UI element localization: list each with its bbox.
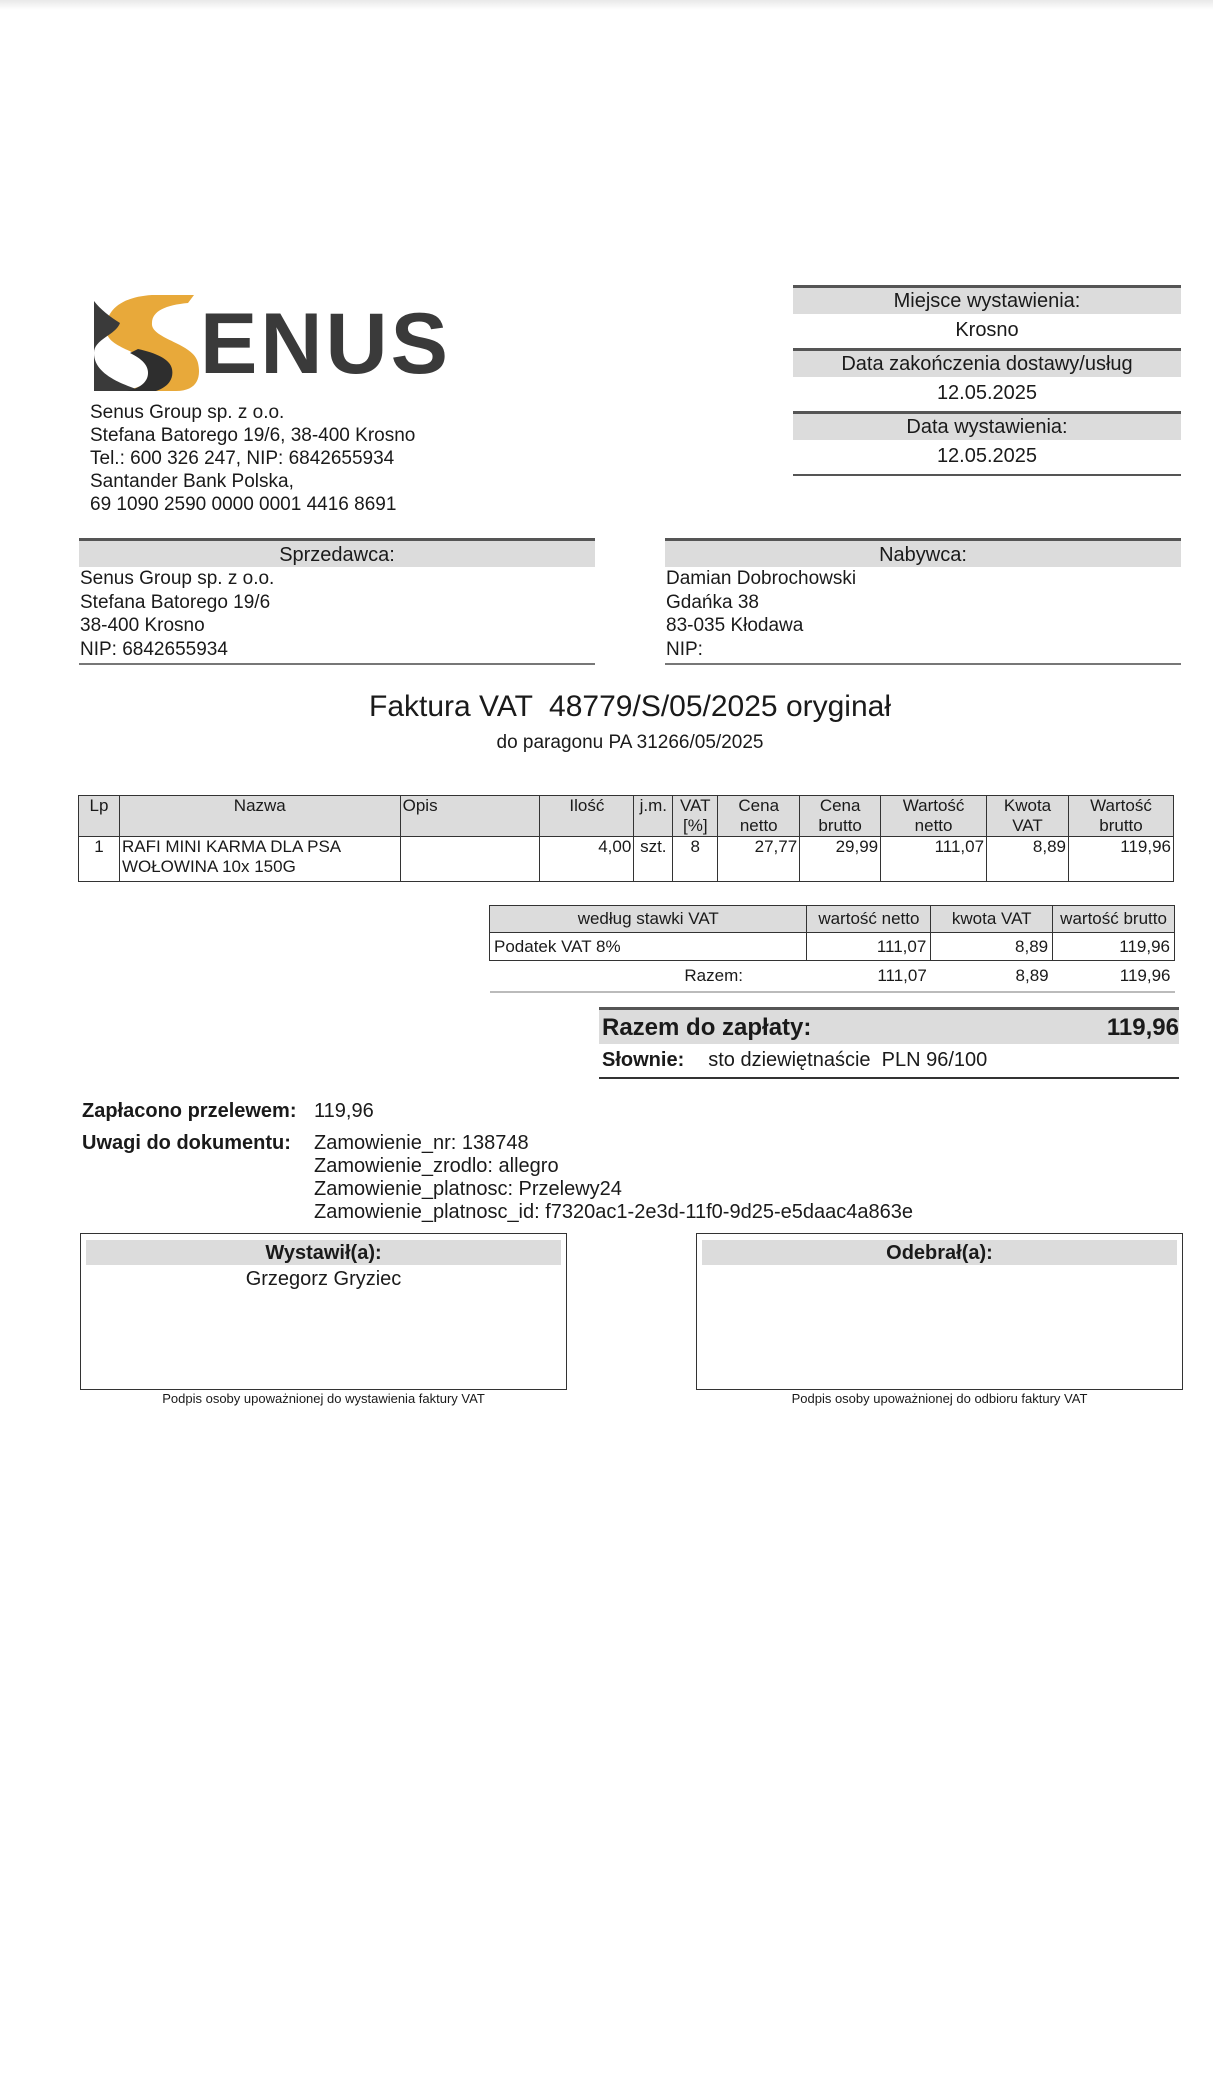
remark-line: Zamowienie_zrodlo: allegro — [314, 1155, 559, 1177]
col-qty: Ilość — [540, 796, 634, 837]
receiver-signature-box — [696, 1233, 1183, 1390]
buyer-heading: Nabywca: — [665, 538, 1181, 567]
seller-line: 38-400 Krosno — [80, 615, 205, 636]
vat-amount: 8,89 — [931, 933, 1053, 961]
item-name: RAFI MINI KARMA DLA PSA WOŁOWINA 10x 150G — [119, 837, 400, 882]
remark-line: Zamowienie_platnosc: Przelewy24 — [314, 1178, 622, 1200]
company-header-line: 69 1090 2590 0000 0001 4416 8691 — [90, 494, 397, 515]
seller-line: NIP: 6842655934 — [80, 638, 228, 660]
notes-block — [82, 1100, 913, 1224]
issuer-name: Grzegorz Gryziec — [245, 1268, 402, 1290]
vat-total-label: Razem: — [490, 961, 807, 993]
buyer-line: 83-035 Kłodawa — [666, 615, 804, 636]
place-value: Krosno — [955, 319, 1019, 341]
company-header-line: Santander Bank Polska, — [90, 471, 294, 492]
col-net-value: Wartość netto — [881, 796, 987, 837]
invoice-info-box — [793, 285, 1181, 476]
remark-line: Zamowienie_nr: 138748 — [314, 1132, 529, 1154]
to-pay-label: Razem do zapłaty: — [602, 1014, 812, 1041]
table-row — [79, 837, 1174, 882]
item-unit: szt. — [634, 837, 673, 882]
vat-net: 111,07 — [807, 933, 931, 961]
buyer-block — [665, 538, 1181, 665]
delivery-date-value: 12.05.2025 — [936, 382, 1038, 404]
col-name: Nazwa — [119, 796, 400, 837]
col-vat: VAT [%] — [673, 796, 718, 837]
company-header-line: Senus Group sp. z o.o. — [90, 402, 285, 423]
items-table — [78, 795, 1174, 882]
item-vat: 8 — [673, 837, 718, 882]
logo-wordmark: ENUS — [200, 296, 451, 392]
col-lp: Lp — [79, 796, 120, 837]
paid-value: 119,96 — [314, 1100, 374, 1122]
col-desc: Opis — [400, 796, 540, 837]
issuer-signature-box — [80, 1233, 567, 1390]
info-divider — [793, 474, 1181, 476]
buyer-divider — [665, 663, 1181, 665]
items-header-row — [79, 796, 1174, 837]
issuer-label: Wystawił(a): — [86, 1240, 561, 1265]
to-pay-bar — [599, 1007, 1179, 1044]
remarks-row — [82, 1132, 913, 1224]
company-logo — [90, 293, 451, 393]
vat-summary-table — [489, 905, 1175, 993]
words-value: sto dziewiętnaście PLN 96/100 — [708, 1049, 988, 1071]
remark-line: Zamowienie_platnosc_id: f7320ac1-2e3d-11f0-9d25-e5daac4a863e — [314, 1201, 913, 1223]
receiver-caption: Podpis osoby upoważnionej do odbioru faktury VAT — [791, 1391, 1088, 1406]
vat-total-net: 111,07 — [807, 961, 931, 993]
vat-header-row — [490, 906, 1175, 933]
company-header — [90, 401, 415, 516]
col-vat-amount: Kwota VAT — [987, 796, 1069, 837]
senus-s-logo-icon — [90, 293, 200, 393]
item-vat-amount: 8,89 — [987, 837, 1069, 882]
item-desc — [400, 837, 540, 882]
delivery-date-label: Data zakończenia dostawy/usług — [793, 348, 1181, 377]
item-gross-price: 29,99 — [800, 837, 881, 882]
issue-date-label: Data wystawienia: — [793, 411, 1181, 440]
col-unit: j.m. — [634, 796, 673, 837]
seller-line: Stefana Batorego 19/6 — [80, 591, 271, 613]
company-header-line: Tel.: 600 326 247, NIP: 6842655934 — [90, 448, 395, 469]
issue-date-value: 12.05.2025 — [936, 445, 1038, 467]
seller-divider — [79, 663, 595, 665]
issuer-caption: Podpis osoby upoważnionej do wystawienia faktury VAT — [162, 1391, 485, 1406]
buyer-line: Gdańka 38 — [666, 591, 759, 613]
remarks-label: Uwagi do dokumentu: — [82, 1132, 291, 1154]
vat-total-row — [490, 961, 1175, 993]
paid-row — [82, 1100, 913, 1123]
paid-label: Zapłacono przelewem: — [82, 1100, 297, 1122]
place-label: Miejsce wystawienia: — [793, 285, 1181, 314]
vat-col-gross: wartość brutto — [1053, 906, 1175, 933]
amount-in-words — [599, 1047, 1179, 1079]
item-gross-value: 119,96 — [1068, 837, 1173, 882]
invoice-title: Faktura VAT 48779/S/05/2025 oryginał — [369, 690, 891, 723]
vat-col-vat: kwota VAT — [931, 906, 1053, 933]
buyer-line: NIP: — [666, 638, 703, 660]
item-qty: 4,00 — [540, 837, 634, 882]
to-pay-value: 119,96 — [1106, 1014, 1179, 1041]
vat-rate: Podatek VAT 8% — [490, 933, 807, 961]
vat-col-rate: według stawki VAT — [490, 906, 807, 933]
vat-gross: 119,96 — [1053, 933, 1175, 961]
item-net-value: 111,07 — [881, 837, 987, 882]
vat-col-net: wartość netto — [807, 906, 931, 933]
col-gross-price: Cena brutto — [800, 796, 881, 837]
col-gross-value: Wartość brutto — [1068, 796, 1173, 837]
top-shadow — [0, 0, 1213, 10]
buyer-line: Damian Dobrochowski — [666, 568, 857, 589]
words-label: Słownie: — [602, 1049, 685, 1071]
to-pay-block — [599, 1007, 1179, 1079]
item-net-price: 27,77 — [718, 837, 800, 882]
seller-block — [79, 538, 595, 665]
company-header-line: Stefana Batorego 19/6, 38-400 Krosno — [90, 425, 416, 446]
vat-total-vat: 8,89 — [931, 961, 1053, 993]
item-lp: 1 — [79, 837, 120, 882]
remarks-list — [314, 1132, 913, 1224]
seller-line: Senus Group sp. z o.o. — [80, 568, 275, 589]
vat-total-gross: 119,96 — [1053, 961, 1175, 993]
table-row — [490, 933, 1175, 961]
invoice-subtitle: do paragonu PA 31266/05/2025 — [496, 732, 764, 753]
seller-heading: Sprzedawca: — [79, 538, 595, 567]
col-net-price: Cena netto — [718, 796, 800, 837]
receiver-label: Odebrał(a): — [702, 1240, 1177, 1265]
